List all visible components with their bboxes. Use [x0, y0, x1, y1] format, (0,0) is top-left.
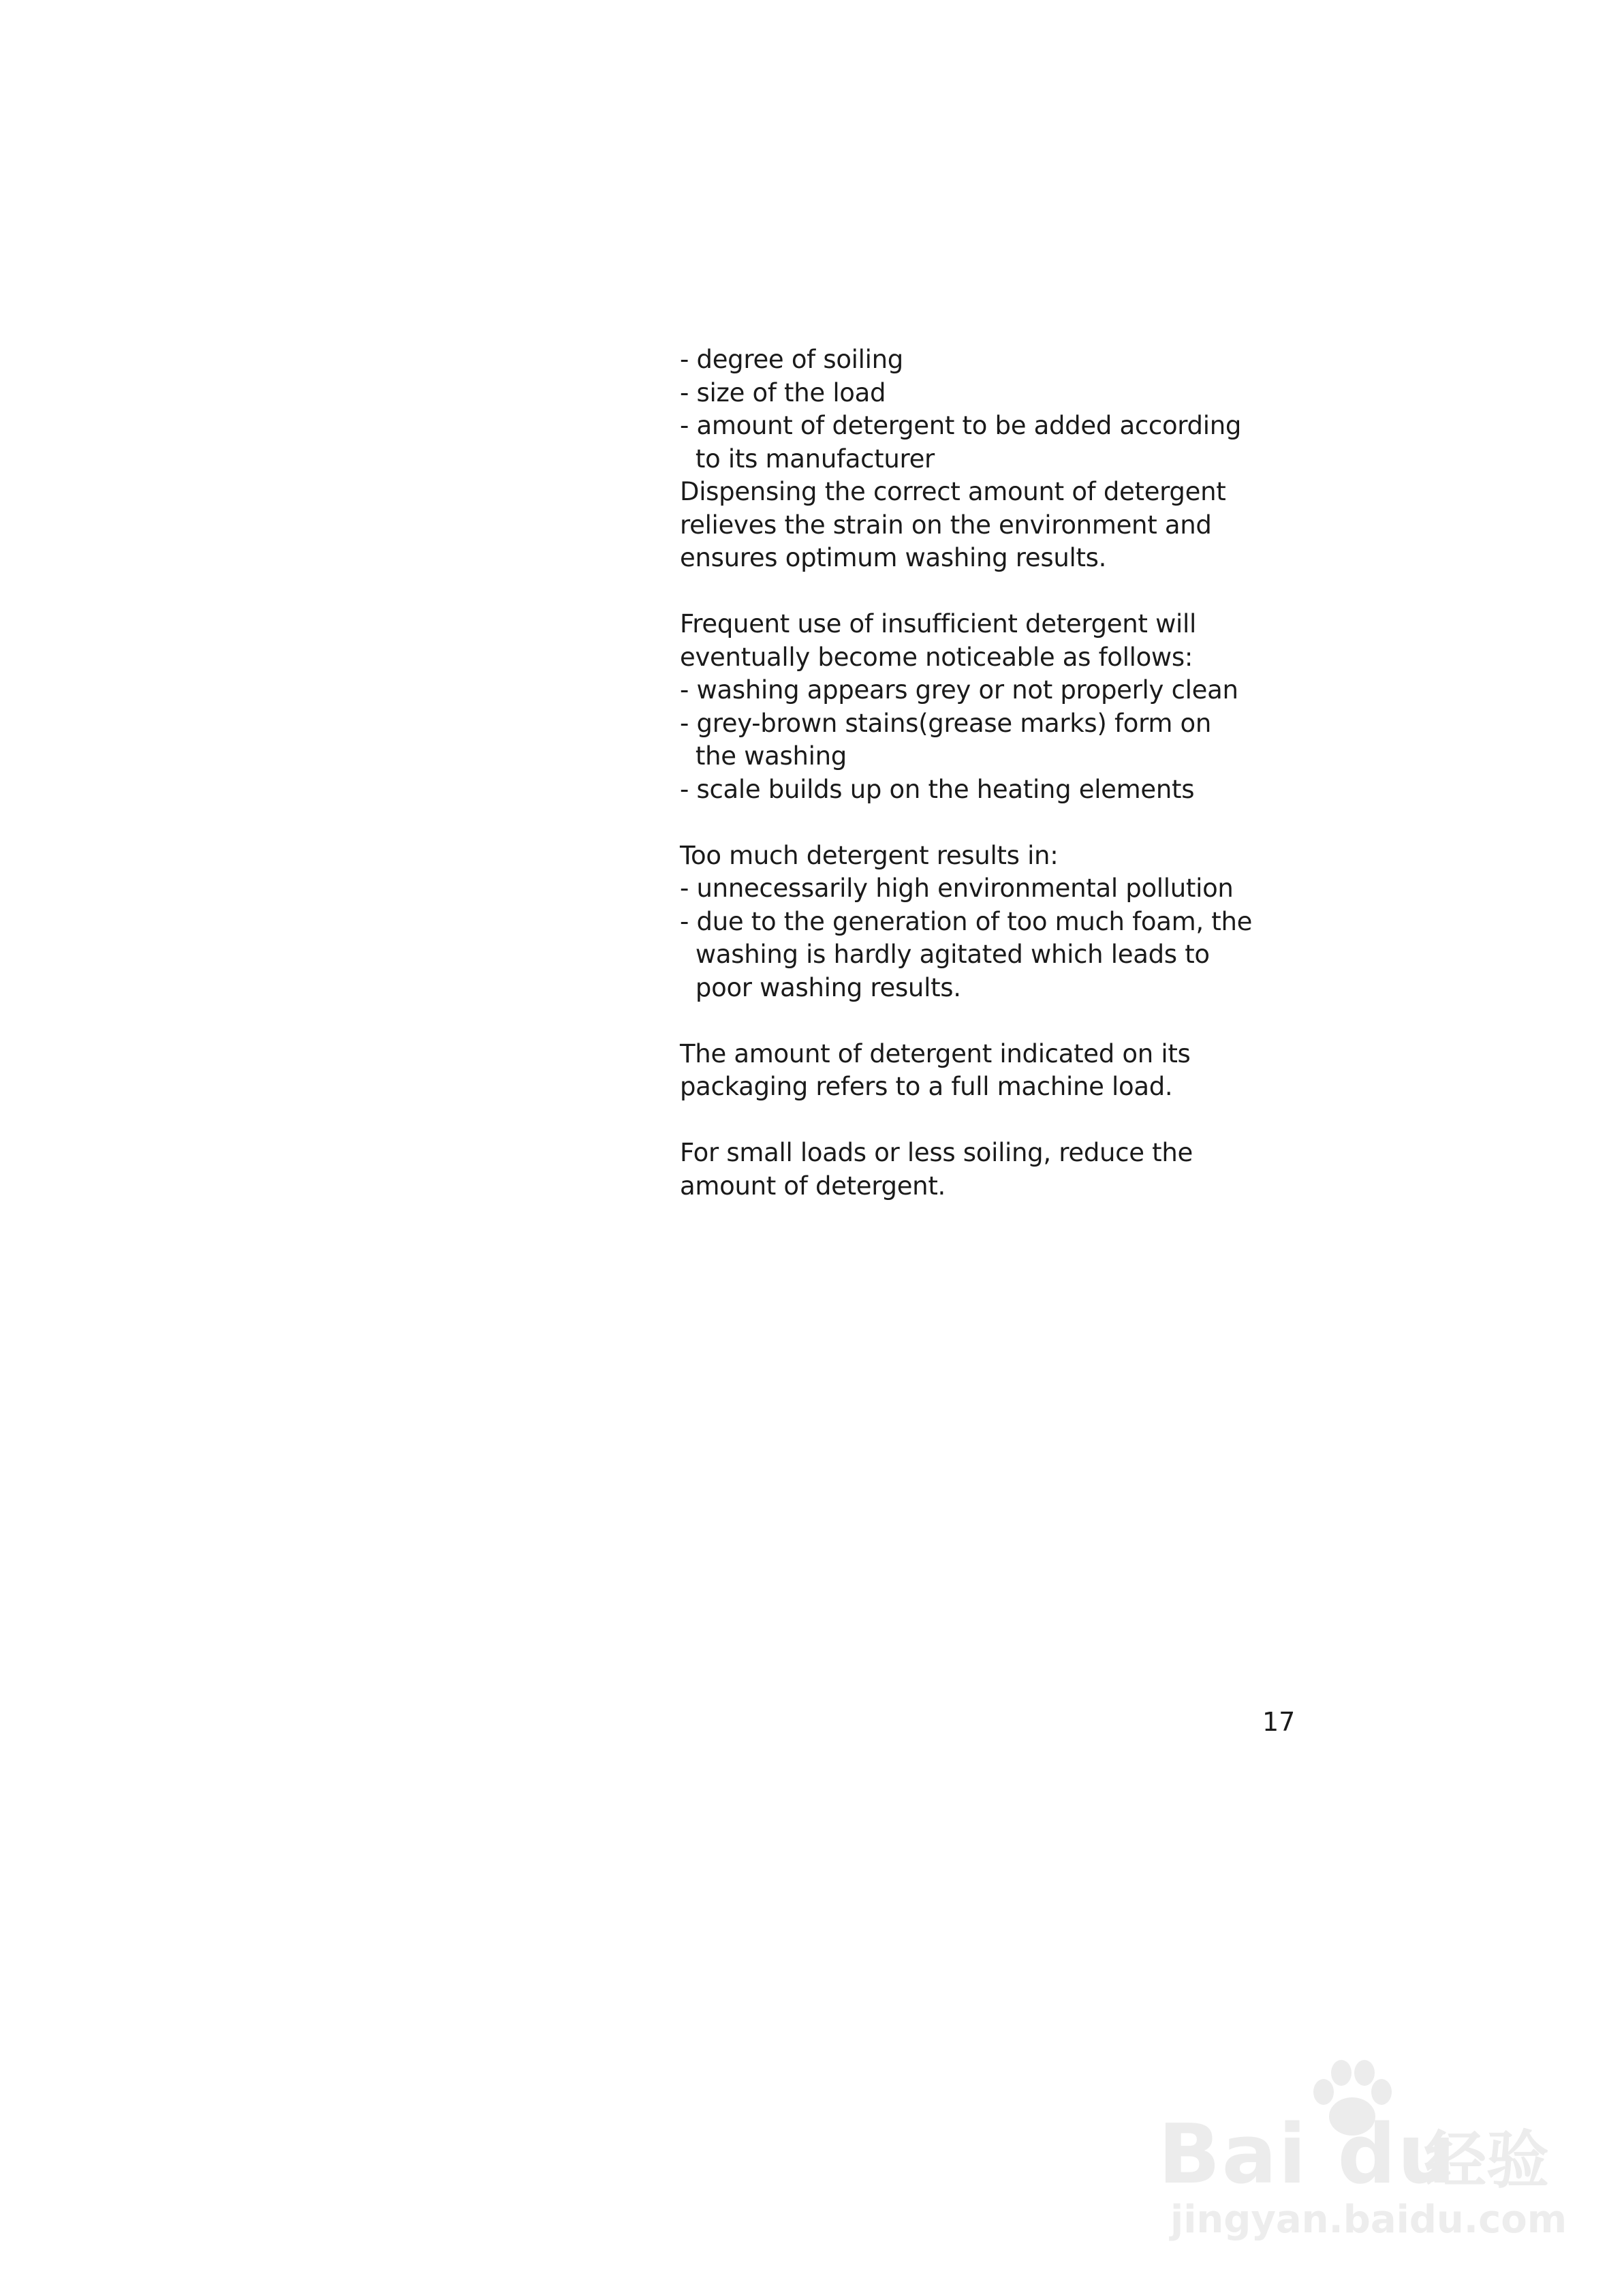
text-line: For small loads or less soiling, reduce the — [680, 1138, 1193, 1167]
text-line: - size of the load — [680, 378, 886, 407]
text-line: packaging refers to a full machine load. — [680, 1072, 1173, 1101]
text-line: - degree of soiling — [680, 345, 903, 374]
text-line: The amount of detergent indicated on its — [680, 1038, 1191, 1068]
text-line: ensures optimum washing results. — [680, 543, 1107, 572]
text-line: amount of detergent. — [680, 1171, 946, 1201]
body-text — [680, 343, 1279, 1203]
text-line: - amount of detergent to be added according — [680, 411, 1242, 440]
text-line: - grey-brown stains(grease marks) form on — [680, 708, 1212, 738]
text-line: relieves the strain on the environment and — [680, 510, 1212, 540]
watermark-chinese: 经验 — [1424, 2124, 1550, 2197]
text-line: Dispensing the correct amount of detergent — [680, 477, 1226, 506]
text-line: - unnecessarily high environmental pollution — [680, 874, 1234, 903]
paragraph-gap — [680, 1004, 1279, 1038]
text-line: poor washing results. — [680, 972, 961, 1002]
text-line: the washing — [680, 741, 847, 771]
text-line: eventually become noticeable as follows: — [680, 642, 1193, 672]
watermark — [1158, 2058, 1567, 2242]
text-line: washing is hardly agitated which leads to — [680, 940, 1210, 969]
watermark-url: jingyan.baidu.com — [1170, 2198, 1567, 2242]
text-line: Frequent use of insufficient detergent will — [680, 609, 1196, 638]
text-line: - washing appears grey or not properly clean — [680, 675, 1238, 705]
paragraph-gap — [680, 1104, 1279, 1137]
text-line: - scale builds up on the heating elements — [680, 774, 1195, 804]
paragraph-gap — [680, 575, 1279, 609]
page-number: 17 — [1262, 1707, 1296, 1737]
text-line: Too much detergent results in: — [680, 840, 1059, 870]
watermark-brand: Bai du — [1158, 2108, 1457, 2202]
paragraph-gap — [680, 806, 1279, 840]
text-line: to its manufacturer — [680, 444, 935, 474]
text-line: - due to the generation of too much foam, the — [680, 906, 1253, 936]
